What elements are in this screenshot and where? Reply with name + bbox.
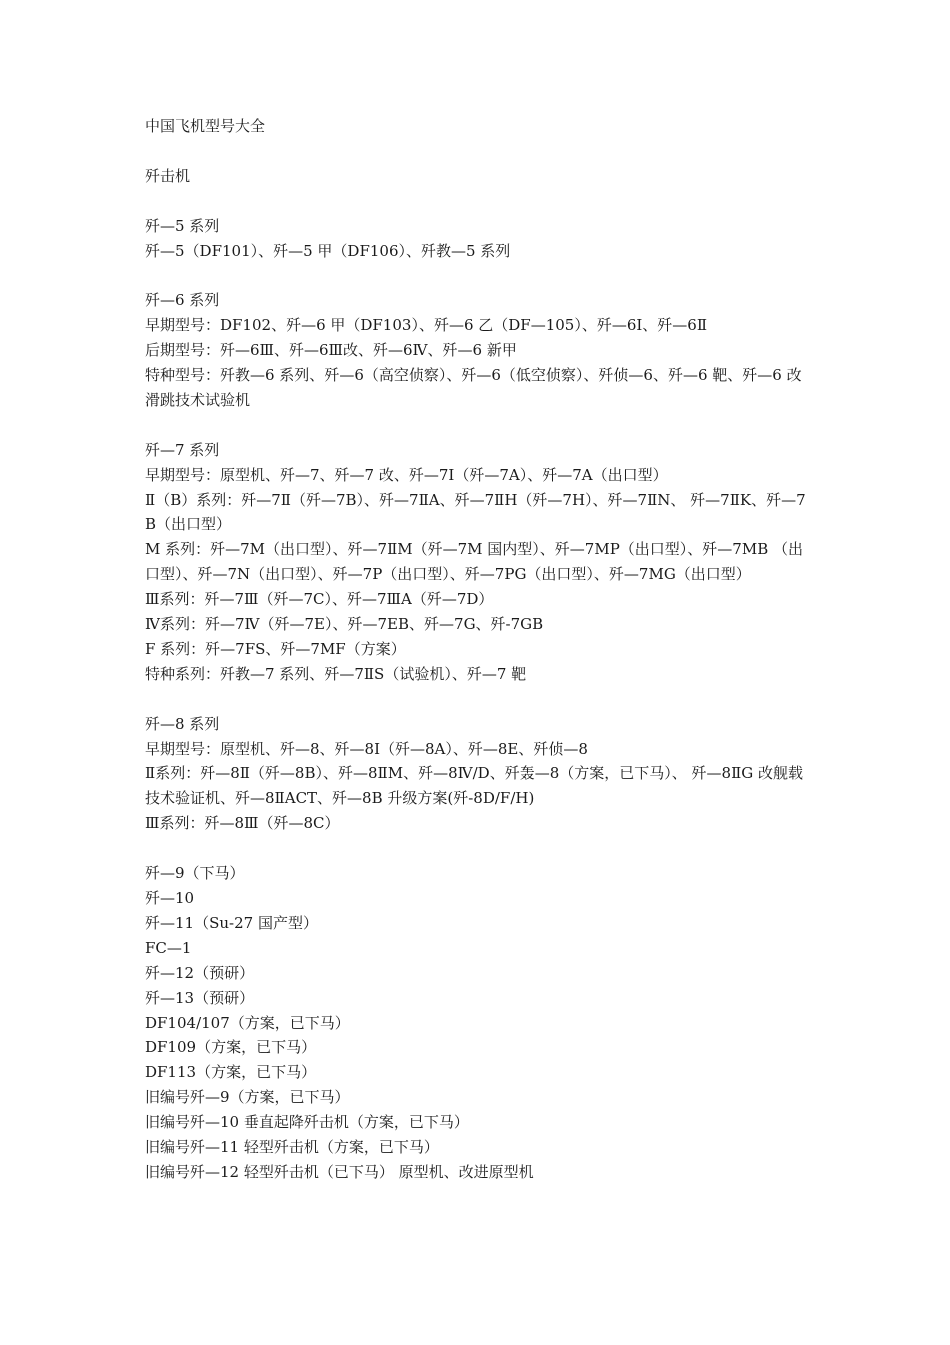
- list-item: DF113（方案，已下马）: [145, 1063, 317, 1082]
- section-line: M 系列：歼—7M（出口型）、歼—7ⅡM（歼—7M 国内型）、歼—7MP（出口型）、歼—7MB （出口型）、歼—7N（出口型）、歼—7P（出口型）、歼—7PG（出口型）、歼—7MG（出口型）: [145, 540, 803, 584]
- document-title: 中国飞机型号大全: [145, 117, 266, 135]
- list-item: FC—1: [145, 938, 192, 957]
- spacer: [145, 413, 810, 438]
- section-line: 特种系列：歼教—7 系列、歼—7ⅡS（试验机）、歼—7 靶: [145, 664, 527, 683]
- list-item: 歼—9（下马）: [145, 864, 245, 883]
- section-line: Ⅱ（B）系列：歼—7Ⅱ（歼—7B）、歼—7ⅡA、歼—7ⅡH（歼—7H）、歼—7ⅡN、 歼—7ⅡK、歼—7B（出口型）: [145, 490, 806, 534]
- list-item: 旧编号歼—11 轻型歼击机（方案，已下马）: [145, 1138, 439, 1157]
- section-line: Ⅲ系列：歼—7Ⅲ（歼—7C）、歼—7ⅢA（歼—7D）: [145, 590, 494, 609]
- section-line: 特种型号：歼教—6 系列、歼—6（高空侦察）、歼—6（低空侦察）、歼侦—6、歼—6 靶、歼—6 改滑跳技术试验机: [145, 366, 802, 409]
- section-line: Ⅲ系列：歼—8Ⅲ（歼—8C）: [145, 814, 340, 833]
- section-line: 早期型号：原型机、歼—8、歼—8Ⅰ（歼—8A）、歼—8E、歼侦—8: [145, 739, 588, 758]
- list-item: 旧编号歼—9（方案，已下马）: [145, 1088, 350, 1107]
- spacer: [145, 263, 810, 288]
- section-heading-j7: 歼—7 系列: [145, 440, 220, 459]
- spacer: [145, 189, 810, 214]
- section-line: 歼—5（DF101）、歼—5 甲（DF106）、歼教—5 系列: [145, 241, 511, 260]
- section-heading-j5: 歼—5 系列: [145, 216, 220, 235]
- section-line: 早期型号：原型机、歼—7、歼—7 改、歼—7Ⅰ（歼—7A）、歼—7A（出口型）: [145, 465, 668, 484]
- category-heading: 歼击机: [145, 166, 191, 185]
- list-item: DF104/107（方案，已下马）: [145, 1013, 350, 1032]
- section-heading-j8: 歼—8 系列: [145, 714, 220, 733]
- list-item: DF109（方案，已下马）: [145, 1038, 317, 1057]
- list-item: 旧编号歼—12 轻型歼击机（已下马） 原型机、改进原型机: [145, 1162, 534, 1181]
- section-line: Ⅱ系列：歼—8Ⅱ（歼—8B）、歼—8ⅡM、歼—8Ⅳ/D、歼轰—8（方案，已下马）、 歼—8ⅡG 改舰载技术验证机、歼—8ⅡACT、歼—8B 升级方案(歼-8D/F/H): [145, 764, 804, 808]
- section-line: F 系列：歼—7FS、歼—7MF（方案）: [145, 639, 406, 658]
- section-heading-j6: 歼—6 系列: [145, 291, 220, 310]
- list-item: 歼—11（Su-27 国产型）: [145, 913, 318, 932]
- list-item: 歼—10: [145, 889, 195, 907]
- section-line: Ⅳ系列：歼—7Ⅳ（歼—7E）、歼—7EB、歼—7G、歼-7GB: [145, 615, 544, 634]
- list-item: 歼—12（预研）: [145, 963, 255, 982]
- section-line: 早期型号：DF102、歼—6 甲（DF103）、歼—6 乙（DF—105）、歼—6Ⅰ、歼—6Ⅱ: [145, 316, 708, 335]
- document-body: [145, 114, 810, 1185]
- section-line: 后期型号：歼—6Ⅲ、歼—6Ⅲ改、歼—6Ⅳ、歼—6 新甲: [145, 341, 517, 360]
- spacer: [145, 687, 810, 712]
- spacer: [145, 836, 810, 861]
- list-item: 歼—13（预研）: [145, 988, 255, 1007]
- list-item: 旧编号歼—10 垂直起降歼击机（方案，已下马）: [145, 1113, 469, 1132]
- spacer: [145, 139, 810, 164]
